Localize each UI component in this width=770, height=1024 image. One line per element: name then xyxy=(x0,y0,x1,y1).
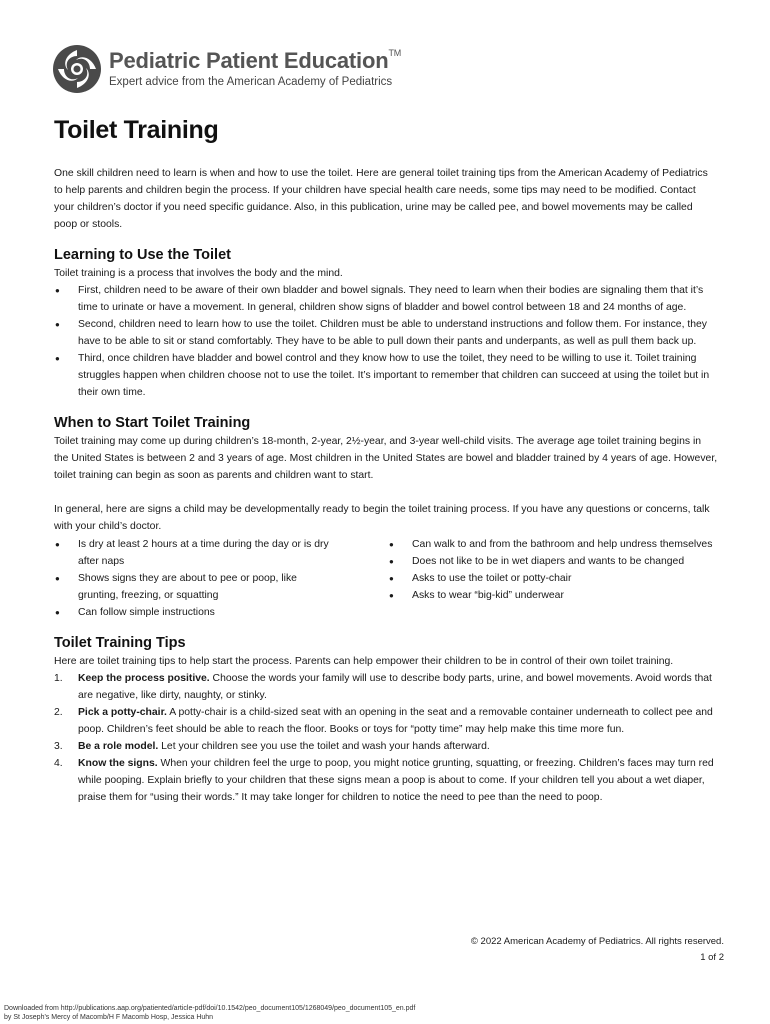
brand-subtitle: Expert advice from the American Academy of Pediatrics xyxy=(109,76,393,88)
intro-paragraph: One skill children need to learn is when and how to use the toilet. Here are general toilet training tips from the American Academy of Pediatrics to help parents and children begin the process. If your children have special health care needs, some tips may need to be modified. Contact your children’s doctor if you need specific guidance. Also, in this publication, urine may be called pee, and bowel movements may be called poop or stools. xyxy=(54,168,708,230)
copyright-text: © 2022 American Academy of Pediatrics. All rights reserved. xyxy=(470,936,724,947)
paragraph: Toilet training may come up during children’s 18-month, 2-year, 2½-year, and 3-year well-child visits. The average age toilet training begins in the United States is between 2 and 3 years of age. Most children in the United States are bowel and bladder trained by 4 years of age. However, toilet training can begin as soon as parents and children want to start. xyxy=(54,436,718,481)
tips-list xyxy=(54,670,718,806)
list-item: ● Asks to use the toilet or potty-chair xyxy=(388,570,718,587)
signs-list-left xyxy=(54,536,332,621)
list-item: 4. Know the signs. When your children feel the urge to poop, you might notice grunting, squatting, or freezing. Children’s faces may turn red while pooping. Explain briefly to your children that these signs mean a poop is about to come. If your children tell you about a wet diaper, praise them for “using their words.” It may take longer for children to notice the need to pee than the need to poop. xyxy=(54,758,714,803)
brand-title: Pediatric Patient Education™ xyxy=(109,48,402,73)
list-item: ● First, children need to be aware of their own bladder and bowel signals. They need to learn when their bodies are signaling them that it’s time to urinate or have a movement. In general, children show signs of bladder and bowel control between 18 and 24 months of age. xyxy=(54,282,718,316)
section-lead: Here are toilet training tips to help start the process. Parents can help empower their children to be in control of their own toilet training. xyxy=(54,656,674,667)
list-item: 3. Be a role model. Let your children see you use the toilet and wash your hands afterward. xyxy=(54,741,490,752)
paragraph: In general, here are signs a child may be developmentally ready to begin the toilet training process. If you have any questions or concerns, talk with your child’s doctor. xyxy=(54,504,710,532)
list-item: 2. Pick a potty-chair. A potty-chair is a child-sized seat with an opening in the seat and a removable container underneath to collect pee and poop. Children’s feet should be able to reach the floor. Books or toys for “potty time” may help make this time more fun. xyxy=(54,707,713,735)
learning-list xyxy=(54,282,718,401)
footer-line: by St Joseph's Mercy of Macomb/H F Macomb Hosp, Jessica Huhn xyxy=(4,1014,214,1021)
list-item: ● Does not like to be in wet diapers and wants to be changed xyxy=(388,553,718,570)
section-heading-when-to-start: When to Start Toilet Training xyxy=(54,415,251,431)
main-content xyxy=(54,116,718,806)
readiness-signs xyxy=(54,536,718,621)
page-number: 1 of 2 xyxy=(700,952,724,963)
page-title: Toilet Training xyxy=(54,116,219,144)
download-footer xyxy=(4,1004,415,1022)
list-item: ● Can follow simple instructions xyxy=(54,604,332,621)
copyright-block xyxy=(471,934,724,966)
list-item: ● Asks to wear “big-kid” underwear xyxy=(388,587,718,604)
aap-logo-icon xyxy=(52,44,102,94)
list-item: ● Third, once children have bladder and bowel control and they know how to use the toilet, they need to be willing to use it. Toilet training struggles happen when children choose not to use the toilet. It’s important to remember that children can succeed at using the toilet but in their own time. xyxy=(54,350,718,401)
list-item: ● Can walk to and from the bathroom and help undress themselves xyxy=(388,536,718,553)
list-item: ● Second, children need to learn how to use the toilet. Children must be able to understand instructions and follow them. For instance, they have to be able to sit or stand comfortably. They have to be able to pull down their pants and underpants, as well as pull them back up. xyxy=(54,316,718,350)
footer-line: Downloaded from http://publications.aap.org/patiented/article-pdf/doi/10.1542/peo_document105/1268049/peo_document105_en.pdf xyxy=(4,1005,416,1012)
list-item: 1. Keep the process positive. Choose the words your family will use to describe body parts, urine, and bowel movements. Avoid words that are negative, like dirty, naughty, or stinky. xyxy=(54,673,712,701)
list-item: ● Is dry at least 2 hours at a time during the day or is dry after naps xyxy=(54,536,332,570)
header xyxy=(52,44,552,100)
list-item: ● Shows signs they are about to pee or poop, like grunting, freezing, or squatting xyxy=(54,570,332,604)
section-heading-learning: Learning to Use the Toilet xyxy=(54,247,231,263)
section-lead: Toilet training is a process that involves the body and the mind. xyxy=(54,268,343,279)
section-heading-tips: Toilet Training Tips xyxy=(54,635,186,651)
signs-list-right xyxy=(388,536,718,621)
